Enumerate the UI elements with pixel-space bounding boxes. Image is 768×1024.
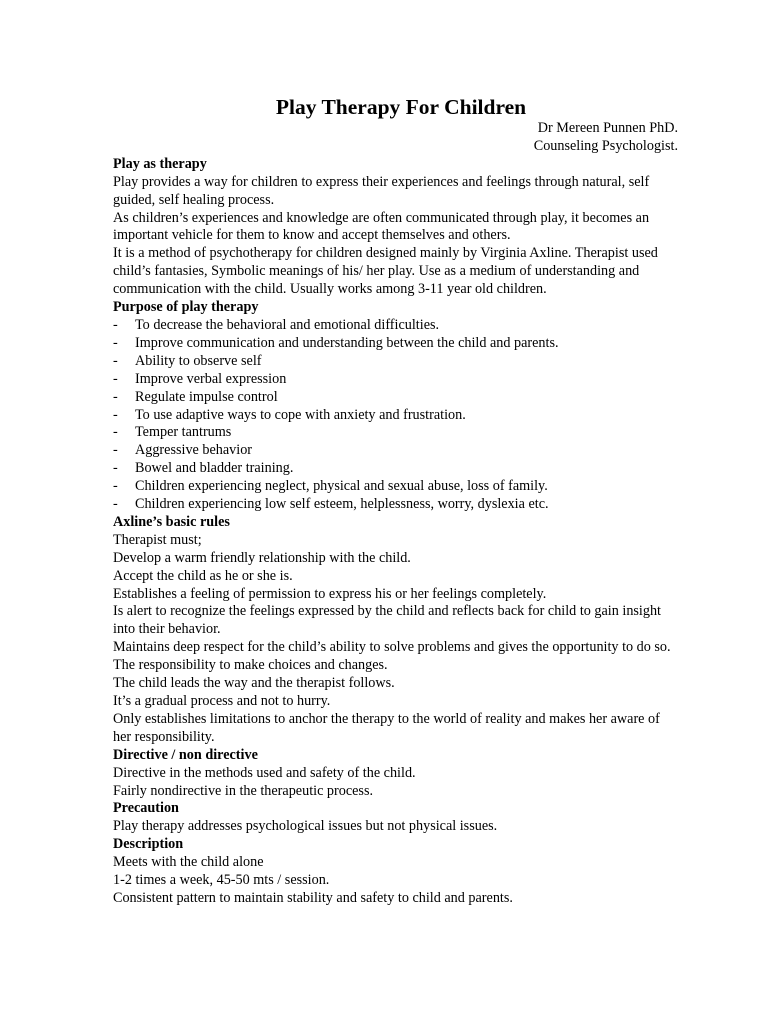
paragraph: Accept the child as he or she is.: [113, 567, 293, 584]
list-item-text: Improve communication and understanding between the child and parents.: [135, 334, 559, 351]
list-item-text: Improve verbal expression: [135, 370, 287, 387]
list-item-text: Aggressive behavior: [135, 442, 253, 459]
list-item-text: Children experiencing neglect, physical and sexual abuse, loss of family.: [135, 478, 548, 495]
list-item-text: To decrease the behavioral and emotional difficulties.: [135, 316, 440, 333]
list-item: [113, 407, 681, 425]
paragraph: It’s a gradual process and not to hurry.: [113, 693, 331, 709]
section-heading-directive: Directive / non directive: [113, 746, 258, 763]
section-heading-precaution: Precaution: [113, 800, 179, 817]
document-title: Play Therapy For Children: [275, 95, 527, 119]
purpose-list: [113, 317, 681, 514]
document-page: [113, 94, 681, 908]
bullet-dash: -: [113, 460, 118, 477]
bullet-dash: -: [113, 352, 118, 369]
author-role: Counseling Psychologist.: [533, 137, 678, 154]
list-item: [113, 424, 681, 442]
bullet-dash: -: [113, 424, 118, 441]
section-heading-play-as-therapy: Play as therapy: [113, 155, 207, 172]
paragraph: Develop a warm friendly relationship with the child.: [113, 549, 411, 566]
list-item: [113, 335, 681, 353]
section-heading-purpose: Purpose of play therapy: [113, 299, 259, 316]
paragraph: Play provides a way for children to express their experiences and feelings through natural, self guided, self healing process.: [113, 173, 650, 208]
list-item-text: Temper tantrums: [135, 424, 232, 441]
list-item: [113, 353, 681, 371]
bullet-dash: -: [113, 316, 118, 333]
paragraph: Consistent pattern to maintain stability and safety to child and parents.: [113, 889, 513, 906]
bullet-dash: -: [113, 370, 118, 387]
section-heading-description: Description: [113, 836, 184, 853]
paragraph: Play therapy addresses psychological issues but not physical issues.: [113, 818, 498, 835]
paragraph: Meets with the child alone: [113, 854, 264, 871]
paragraph: As children’s experiences and knowledge are often communicated through play, it becomes an important vehicle for them to know and accept themselves and others.: [113, 209, 650, 244]
list-item-text: Regulate impulse control: [135, 388, 278, 405]
list-item: [113, 478, 681, 496]
list-item-text: Bowel and bladder training.: [135, 460, 294, 477]
paragraph: Therapist must;: [113, 531, 202, 548]
list-item: [113, 389, 681, 407]
list-item-text: To use adaptive ways to cope with anxiety and frustration.: [135, 406, 466, 423]
list-item: [113, 496, 681, 514]
bullet-dash: -: [113, 334, 118, 351]
bullet-dash: -: [113, 496, 118, 513]
paragraph: Establishes a feeling of permission to express his or her feelings completely.: [113, 585, 547, 602]
paragraph: Is alert to recognize the feelings expressed by the child and reflects back for child to gain insight into their behavior.: [113, 603, 661, 638]
paragraph: Fairly nondirective in the therapeutic process.: [113, 782, 374, 799]
bullet-dash: -: [113, 478, 118, 495]
paragraph: Maintains deep respect for the child’s ability to solve problems and gives the opportunity to do so. The responsibility to make choices and changes.: [113, 639, 671, 674]
section-heading-axline-rules: Axline’s basic rules: [113, 513, 230, 530]
paragraph: Only establishes limitations to anchor the therapy to the world of reality and makes her aware of her responsibility.: [113, 710, 660, 745]
list-item: [113, 317, 681, 335]
paragraph: 1-2 times a week, 45-50 mts / session.: [113, 872, 330, 889]
paragraph: The child leads the way and the therapist follows.: [113, 675, 395, 692]
list-item-text: Ability to observe self: [135, 352, 262, 369]
paragraph: Directive in the methods used and safety of the child.: [113, 764, 416, 781]
bullet-dash: -: [113, 442, 118, 459]
list-item-text: Children experiencing low self esteem, helplessness, worry, dyslexia etc.: [135, 496, 549, 513]
list-item: [113, 460, 681, 478]
bullet-dash: -: [113, 406, 118, 423]
list-item: [113, 442, 681, 460]
author-name: Dr Mereen Punnen PhD.: [537, 120, 678, 136]
bullet-dash: -: [113, 388, 118, 405]
paragraph: It is a method of psychotherapy for children designed mainly by Virginia Axline. Therapist used child’s fantasies, Symbolic meanings of his/ her play. Use as a medium of understanding and communication with the child. Usually works among 3-11 year old children.: [113, 245, 658, 298]
list-item: [113, 371, 681, 389]
